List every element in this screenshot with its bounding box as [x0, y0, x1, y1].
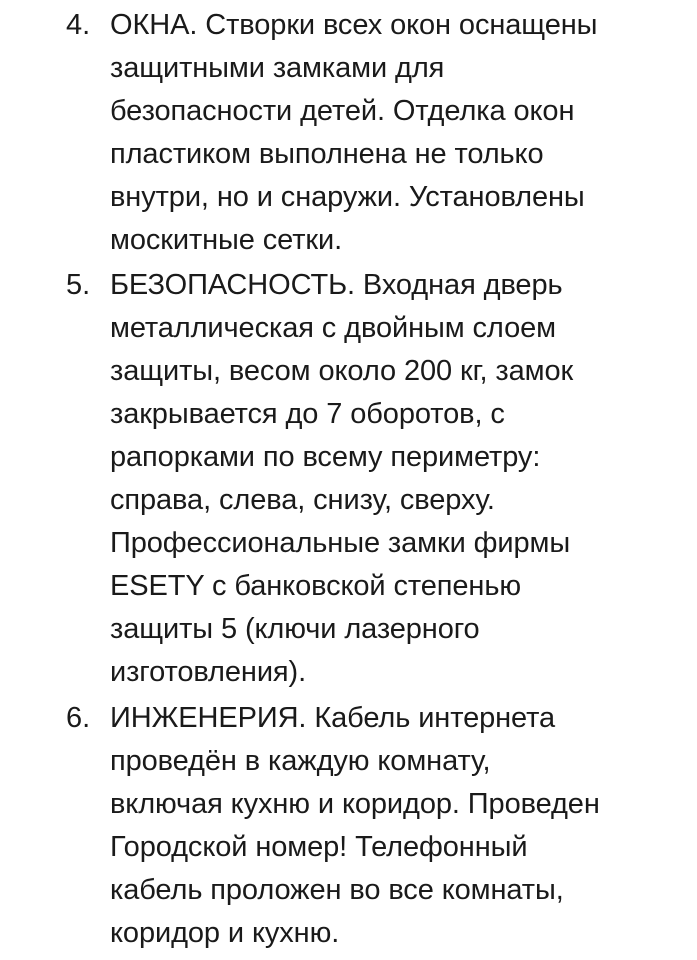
text-line: внутри, но и снаружи. Установлены — [110, 181, 585, 213]
text-line: москитные сетки. — [110, 224, 343, 256]
text-line: безопасности детей. Отделка окон — [110, 95, 575, 127]
text-line: защитными замками для — [110, 52, 445, 84]
text-line: закрывается до 7 оборотов, с — [110, 398, 505, 430]
text-line: коридор и кухню. — [110, 917, 340, 949]
text-line: защиты, весом около 200 кг, замок — [110, 355, 574, 387]
text-line: БЕЗОПАСНОСТЬ. Входная дверь — [110, 269, 563, 301]
list-number: 6. — [66, 702, 91, 734]
text-line: защиты 5 (ключи лазерного — [110, 613, 480, 645]
list-number: 4. — [66, 9, 91, 41]
text-line: справа, слева, снизу, сверху. — [110, 484, 495, 516]
text-line: включая кухню и коридор. Проведен — [110, 788, 600, 820]
text-line: пластиком выполнена не только — [110, 138, 544, 170]
text-line: Профессиональные замки фирмы — [110, 527, 571, 559]
text-line: Городской номер! Телефонный — [110, 831, 528, 863]
text-line: рапорками по всему периметру: — [110, 441, 541, 473]
text-line: кабель проложен во все комнаты, — [110, 874, 564, 906]
text-line: ИНЖЕНЕРИЯ. Кабель интернета — [110, 702, 555, 734]
text-line: проведён в каждую комнату, — [110, 745, 491, 777]
text-line: металлическая с двойным слоем — [110, 312, 556, 344]
list-number: 5. — [66, 269, 91, 301]
text-line: ОКНА. Створки всех окон оснащены — [110, 9, 598, 41]
text-line: ESETY с банковской степенью — [110, 570, 521, 602]
text-line: изготовления). — [110, 656, 307, 688]
